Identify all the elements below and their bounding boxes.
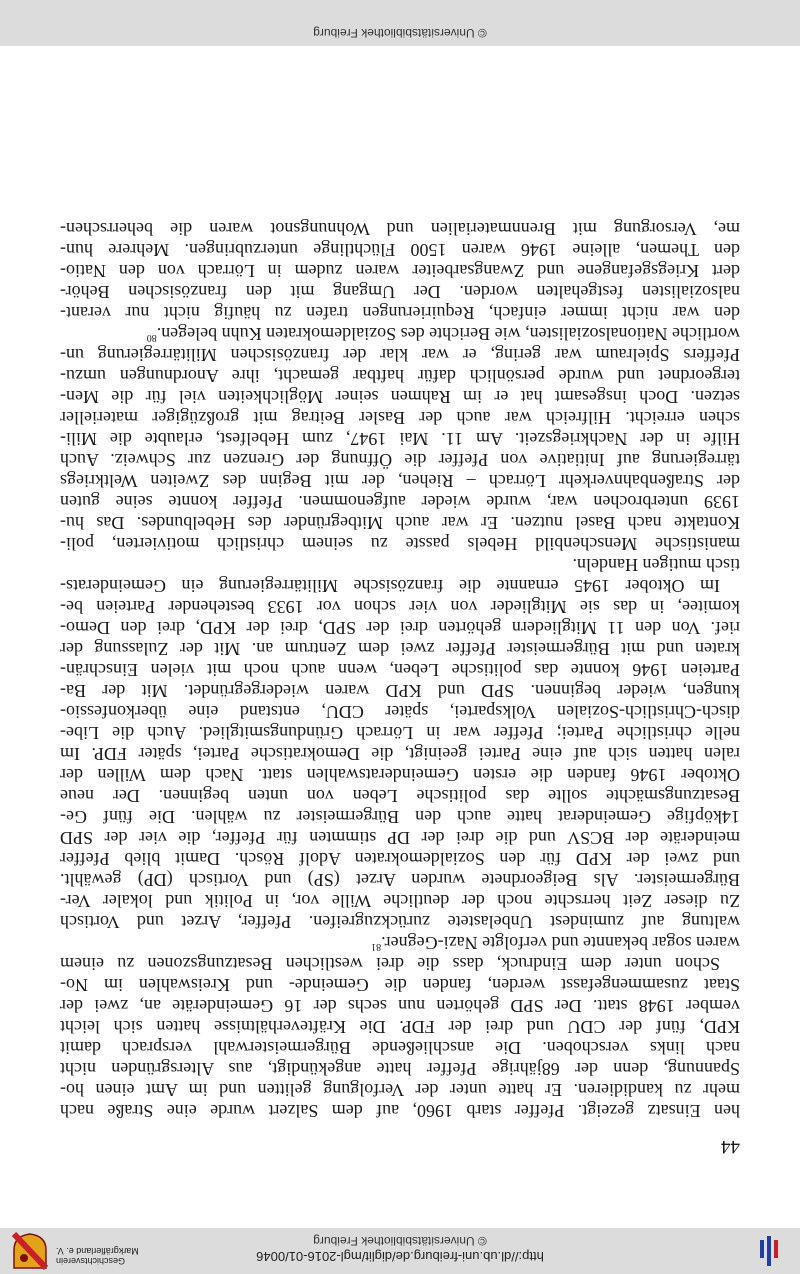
text-line: Oktober 1946 fanden die ersten Gemeinderatswahlen statt. Nach dem Willen der (60, 765, 740, 785)
text-line: hen Einsatz gezeigt. Pfeffer starb 1960, auf dem Salzert wurde eine Straße nach (60, 1101, 740, 1121)
text-line: dert Kriegsgefangene und Zwangsarbeiter waren zudem in Lörrach von den Natio- (60, 261, 740, 281)
text-line: vember 1948 statt. Der SPD gehörten nun sechs der 16 Gemeinderäte an, zwei der (60, 996, 740, 1016)
text-line: Pfeffers Spielraum war gering, er war klar der französischen Militärregierung un- (60, 345, 740, 365)
text-line: waren sogar bekannte und verfolgte Nazi-Gegner.$^{81}$ (371, 933, 740, 953)
footer-credit: © Universitätsbibliothek Freiburg (313, 26, 487, 40)
page-number: 44 (721, 1136, 740, 1157)
text-line: Spannung, denn der 68jährige Pfeffer hatte angekündigt, aus Altersgründen nicht (60, 1059, 740, 1079)
text-line: schen erreicht. Hilfreich war auch der Basler Beitrag mit großzügiger materieller (60, 408, 740, 428)
text-line: Parteien 1946 konnte das politische Leben, wenn auch noch mit vielen Einschrän- (60, 660, 740, 680)
text-line: 1939 unterbrochen war, wurde wieder aufgenommen. Pfeffer konnte seine guten (60, 492, 740, 512)
text-line: meinderäte der BCSV und die drei der DP stimmten für Pfeffer, die vier der SPD (60, 828, 740, 848)
text-line: nalsozialisten festgehalten worden. Der Umgang mit den französischen Behör- (60, 282, 740, 302)
text-line: Zu dieser Zeit herrschte noch der deutliche Wille vor, in Politik und lokaler Ver- (60, 891, 740, 911)
society-name-line-2: Markgräflerland e. V. (56, 1246, 139, 1256)
text-line: ralen hatten sich auf eine Partei geeinigt, die Demokratische Partei, später FDP. Im (60, 744, 740, 764)
text-line: waltung auf zumindest Unbelastete zurückzugreifen. Pfeffer, Arzet und Vortisch (60, 912, 740, 932)
text-line: setzen. Doch insgesamt hat er im Rahmen seiner Möglichkeiten viel für die Men- (60, 387, 740, 407)
society-crest-icon (12, 1232, 48, 1270)
text-line: mehr zu kandidieren. Er hatte unter der Verfolgung gelitten und im Amt einen ho- (60, 1080, 740, 1100)
text-line: Hilfe in der Nachkriegszeit. Am 11. Mai 1947, zum Hebelfest, erlaubte die Mili- (60, 429, 740, 449)
text-line: kungen, wieder beginnen. SPD und KPD waren wiedergegründet. Mit der Ba- (60, 681, 740, 701)
society-name-line-1: Geschichtsverein (56, 1256, 126, 1266)
text-line: den Themen, alleine 1946 waren 1500 Flüchtlinge unterzubringen. Mehrere hun- (60, 240, 740, 260)
text-line: disch-Christlich-Sozialen Volkspartei, später CDU, entstand eine überkonfessio- (60, 702, 740, 722)
society-name (56, 1246, 139, 1266)
viewer-header-bar (0, 1228, 800, 1274)
text-line: wortliche Nationalsozialisten, wie Berichte des Sozialdemokraten Kuhn belegen.$^{80}$ (146, 324, 740, 344)
text-line: rief. Von den 11 Mitgliedern gehörten drei der SPD, drei der KPD, drei den Demo- (60, 618, 740, 638)
text-line: Staat zusammengefasst werden, fanden die Gemeinde- und Kreiswahlen im No- (60, 975, 740, 995)
page-text (60, 218, 740, 1121)
text-line: tisch mutigen Handeln. (572, 555, 740, 575)
text-line: Bürgermeister. Als Beigeordnete wurden Arzet (SP) und Vortisch (DP) gewählt. (60, 870, 740, 890)
text-line: der Straßenbahnverkehr Lörrach – Riehen, der mit Beginn des Zweiten Weltkriegs (60, 471, 740, 491)
library-credit: © Universitätsbibliothek Freiburg (313, 1234, 487, 1248)
text-line: tergeordnet und wurde persönlich dafür haftbar gemacht, ihre Anordnungen umzu- (60, 366, 740, 386)
text-line: und zwei der KPD für den Sozialdemokraten Adolf Rösch. Damit blieb Pfeffer (60, 849, 740, 869)
text-line: nelle christliche Partei; Pfeffer war in Lörrach Gründungsmitglied. Auch die Libe- (60, 723, 740, 743)
text-line: tärregierung auf Initiative von Pfeffer die Öffnung der Grenzen zur Schweiz. Auch (60, 450, 740, 470)
viewer-footer-bar (0, 0, 800, 46)
text-line: komitee, in das sie Mitglieder von vier schon vor 1933 bestehender Parteien be- (60, 597, 740, 617)
text-line: me, Versorgung mit Brennmaterialien und Wohnungsnot waren die beherrschen- (60, 219, 740, 239)
text-line: den war nicht immer einfach, Requirierungen trafen zu häufig nicht nur verant- (60, 303, 740, 323)
footnote-mark: 80 (146, 332, 157, 343)
text-line: Kontakte nach Basel nutzen. Er war auch Mitbegründer des Hebelbundes. Das hu- (60, 513, 740, 533)
text-line: Besatzungsmächte sollte das politische Leben von unten beginnen. Der neue (60, 786, 740, 806)
text-line: nach links verschoben. Die anschließende Bürgermeisterwahl versprach damit (60, 1038, 740, 1058)
document-url[interactable]: http://dl.ub.uni-freiburg.de/diglit/mgl-2016-01/0046 (256, 1249, 544, 1264)
text-line: kraten und mit Bürgermeister Pfeffer zwei dem Zentrum an. Mit der Zulassung der (60, 639, 740, 659)
text-line: 14köpfige Gemeinderat hatte auch den Bürgermeister zu wählen. Die fünf Ge- (60, 807, 740, 827)
text-line: Schon unter dem Eindruck, dass die drei westlichen Besatzungszonen zu einem (60, 954, 720, 974)
text-line: Im Oktober 1945 ernannte die französische Militärregierung ein Gemeinderats- (60, 576, 720, 596)
footnote-mark: 81 (371, 941, 382, 952)
text-line: KPD, fünf der CDU und drei der FDP. Die Kräfteverhältnisse hatten sich leicht (60, 1017, 740, 1037)
text-line: manistische Menschenbild Hebels passte zu seinem christlich motivierten, poli- (60, 534, 740, 554)
